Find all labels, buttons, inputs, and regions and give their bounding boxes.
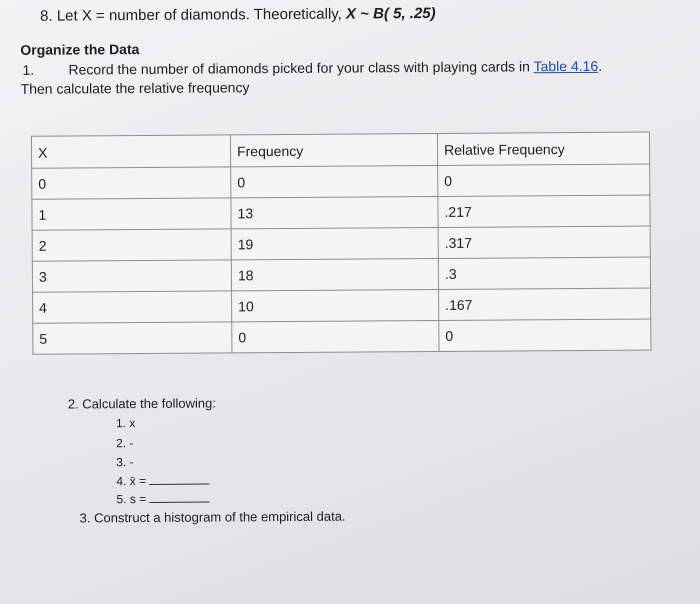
cell-frequency: 18 [231,258,438,290]
question-text: Let X = number of diamonds. Theoretically, [56,5,347,25]
table-link[interactable]: Table 4.16 [533,57,599,75]
mean-label: 4. x̄ = [116,473,147,489]
cell-x: 4 [33,291,232,323]
distribution: X ~ B( 5, .25) [345,4,436,23]
calc-item: 2. - [116,436,134,451]
cell-relative-frequency: .167 [439,288,651,320]
histogram-instruction: 3. Construct a histogram of the empirical data. [79,508,346,526]
table-row [33,319,651,354]
cell-relative-frequency: .217 [438,195,650,227]
table-row [32,226,650,261]
organize-heading: Organize the Data [20,41,140,58]
cell-relative-frequency: 0 [438,164,650,196]
table-row [32,257,650,292]
answer-blank[interactable] [149,474,209,485]
cell-frequency: 0 [232,320,439,352]
step-number: 1. [22,61,35,78]
sd-label: 5. s = [116,491,147,507]
cell-relative-frequency: .3 [438,257,650,289]
step-1 [22,58,602,78]
cell-x: 3 [32,260,231,292]
cell-x: 1 [32,198,231,230]
question-8 [40,5,436,25]
cell-x: 2 [32,229,231,261]
step-text: Record the number of diamonds picked for your class with playing cards in [68,58,534,78]
header-relative-frequency: Relative Frequency [437,132,649,165]
cell-relative-frequency: .317 [438,226,650,258]
frequency-table [31,131,652,354]
question-number: 8. [40,7,53,25]
calculate-heading: 2. Calculate the following: [67,395,217,412]
cell-frequency: 19 [231,227,438,259]
calc-item: 3. - [116,455,134,470]
cell-frequency: 10 [232,289,439,321]
header-x: X [31,135,230,168]
cell-relative-frequency: 0 [439,319,651,351]
step-1-line2: Then calculate the relative frequency [20,79,250,97]
header-frequency: Frequency [230,133,437,166]
table-header-row [31,132,649,168]
cell-frequency: 0 [231,165,438,197]
calc-item: 1. x [115,416,136,431]
table-row [32,164,650,199]
calc-item-mean [116,474,209,489]
table-row [32,195,650,230]
cell-x: 0 [32,167,231,199]
cell-frequency: 13 [231,196,438,228]
table-row [33,288,651,323]
cell-x: 5 [33,322,232,354]
answer-blank[interactable] [149,492,209,503]
calc-item-sd [116,492,209,507]
step-end: . [598,57,603,74]
